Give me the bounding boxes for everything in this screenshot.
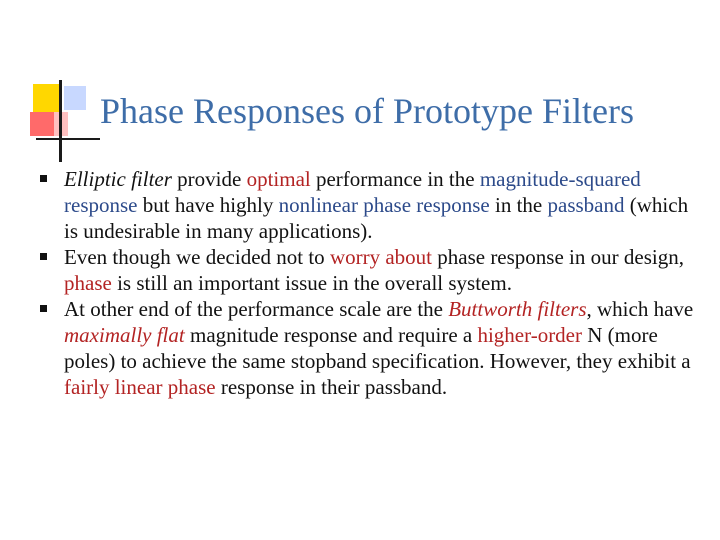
bullet-segment: phase response in our design, <box>432 245 684 269</box>
bullet-segment: magnitude response and require a <box>184 323 478 347</box>
bullet-segment: Buttworth filters <box>448 297 587 321</box>
bullet-segment: phase <box>64 271 112 295</box>
bullet-segment: provide <box>171 167 247 191</box>
bullet-square-icon <box>40 305 47 312</box>
bullet-segment: nonlinear phase response <box>278 193 490 217</box>
bullet-segment: (which is undesirable in many applications). <box>64 193 689 243</box>
bullet-text <box>64 166 704 244</box>
bullet-item <box>40 296 710 400</box>
bullet-segment: At other end of the performance scale are the <box>64 297 449 321</box>
logo-vertical-line <box>59 80 62 162</box>
bullet-square-icon <box>40 253 47 260</box>
bullet-item <box>40 166 710 244</box>
bullet-segment: optimal <box>246 167 311 191</box>
bullet-segment: Elliptic filter <box>64 167 172 191</box>
bullet-segment: passband <box>547 193 625 217</box>
slide-title: Phase Responses of Prototype Filters <box>100 91 634 131</box>
bullet-segment: performance in the <box>310 167 480 191</box>
logo-red-square <box>30 112 54 136</box>
bullet-square-icon <box>40 175 47 182</box>
bullet-segment: worry about <box>329 245 432 269</box>
bullet-text <box>64 244 704 296</box>
bullet-segment: maximally flat <box>64 323 185 347</box>
bullet-text <box>64 296 704 400</box>
bullet-segment: magnitude-squared response <box>64 167 641 217</box>
bullet-segment: response in their passband. <box>215 375 448 399</box>
bullet-segment: fairly linear phase <box>64 375 216 399</box>
logo-blue-square <box>64 86 86 110</box>
bullet-segment: is still an important issue in the overall system. <box>111 271 512 295</box>
bullet-segment: higher-order <box>477 323 582 347</box>
decorative-logo <box>0 0 100 160</box>
logo-horizontal-line <box>36 138 100 140</box>
bullet-segment: but have highly <box>137 193 279 217</box>
bullet-segment: Even though we decided not to <box>64 245 330 269</box>
logo-yellow-square <box>33 84 61 112</box>
bullet-segment: , which have <box>586 297 694 321</box>
bullet-segment: in the <box>489 193 548 217</box>
bullet-segment: N (more poles) to achieve the same stopband specification. However, they exhibit a <box>64 323 691 373</box>
bullet-item <box>40 244 710 296</box>
bullet-list <box>40 166 710 400</box>
